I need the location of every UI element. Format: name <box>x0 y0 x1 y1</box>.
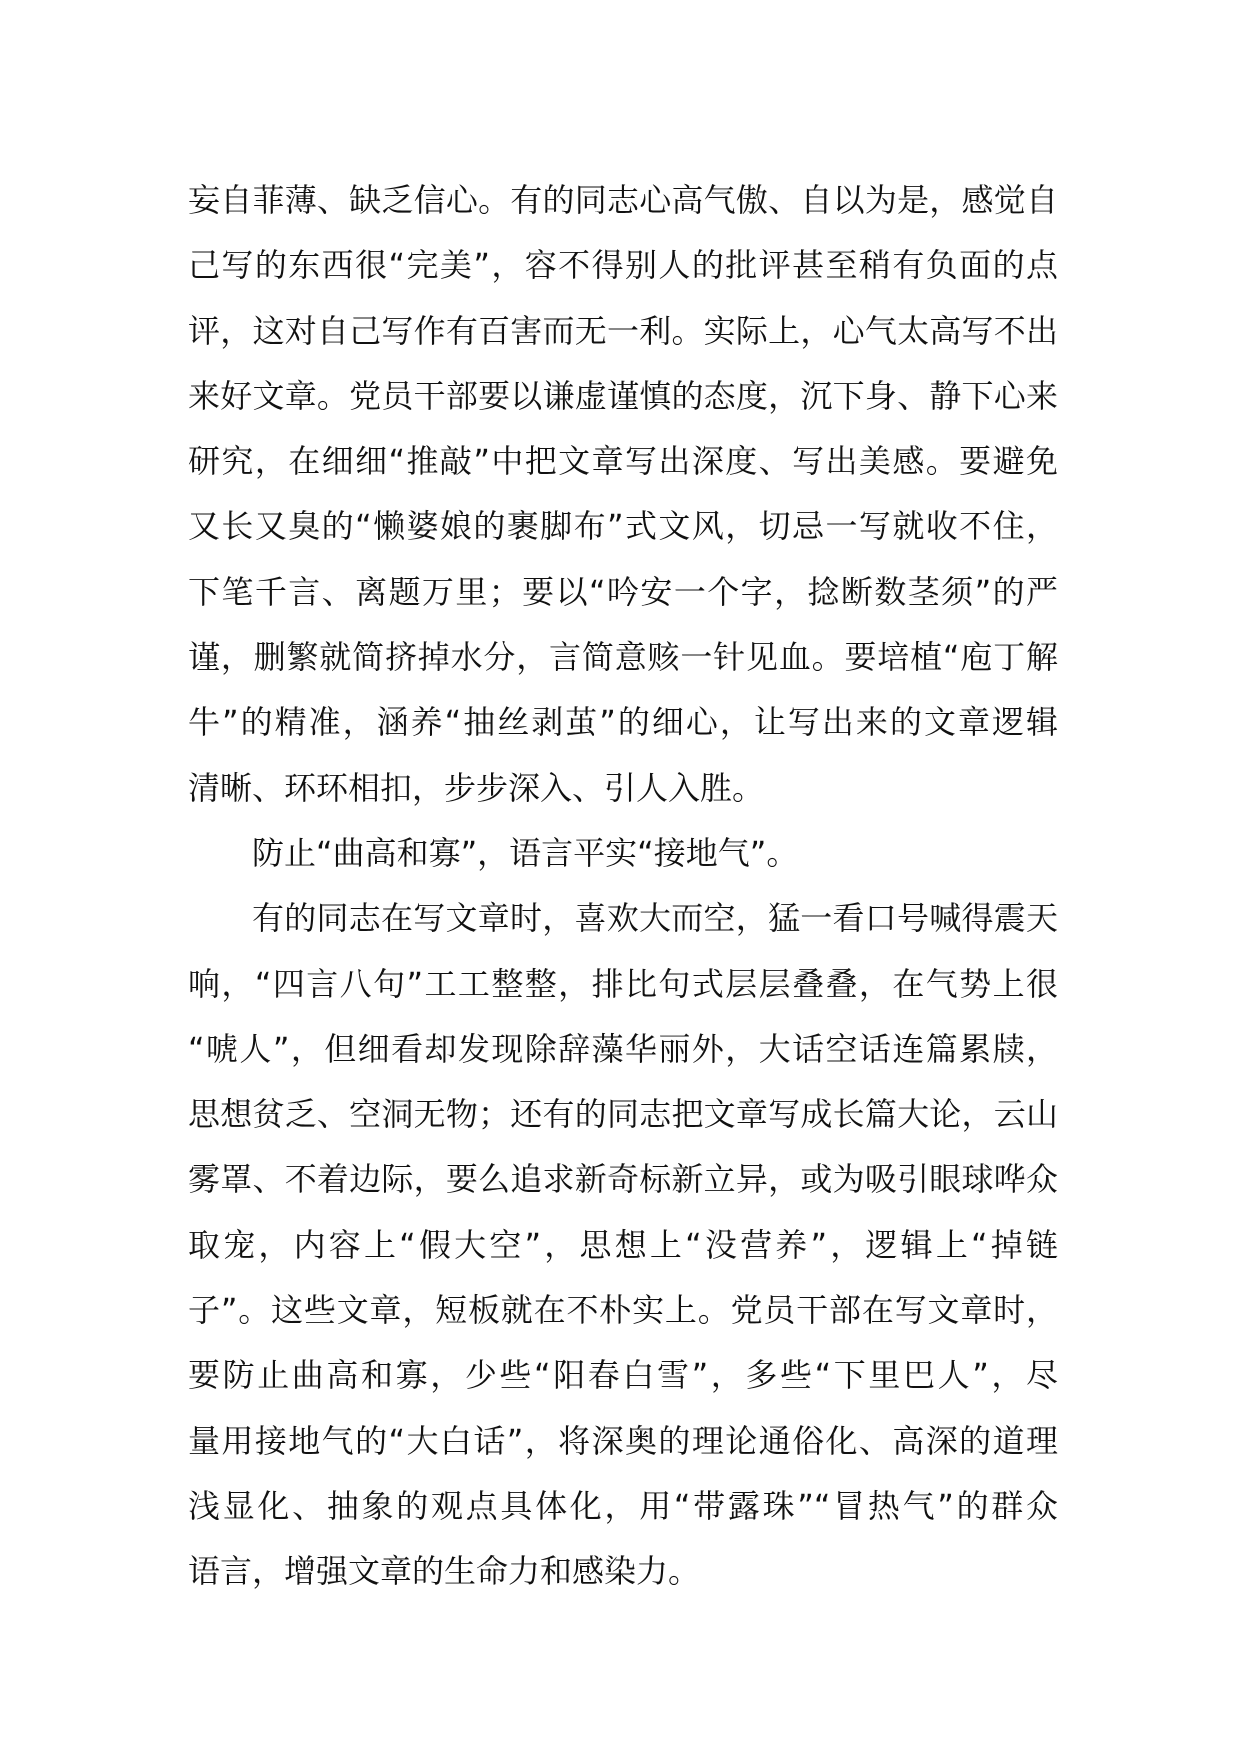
text-line: 来好文章。党员干部要以谦虚谨慎的态度，沉下身、静下心来 <box>188 376 1058 415</box>
text-line: 语言，增强文章的生命力和感染力。 <box>188 1552 701 1591</box>
text-line: “唬人”，但细看却发现除辞藻华丽外，大话空话连篇累牍， <box>188 1029 1058 1068</box>
text-line: 浅显化、抽象的观点具体化，用“带露珠”“冒热气”的群众 <box>188 1486 1058 1525</box>
text-line: 响，“四言八句”工工整整，排比句式层层叠叠，在气势上很 <box>188 964 1058 1003</box>
text-line: 雾罩、不着边际，要么追求新奇标新立异，或为吸引眼球哗众 <box>188 1160 1058 1199</box>
text-line: 牛”的精准，涵养“抽丝剥茧”的细心，让写出来的文章逻辑 <box>188 703 1058 742</box>
text-line: 妄自菲薄、缺乏信心。有的同志心高气傲、自以为是，感觉自 <box>188 181 1058 219</box>
text-line: 研究，在细细“推敲”中把文章写出深度、写出美感。要避免 <box>188 442 1058 481</box>
text-line: 子”。这些文章，短板就在不朴实上。党员干部在写文章时， <box>188 1291 1058 1330</box>
text-line: 清晰、环环相扣，步步深入、引人入胜。 <box>188 768 765 807</box>
paragraph-continued <box>188 168 1058 821</box>
section-heading: 防止“曲高和寡”，语言平实“接地气”。 <box>252 833 799 872</box>
text-line: 思想贫乏、空洞无物；还有的同志把文章写成长篇大论，云山 <box>188 1095 1058 1134</box>
text-line: 下笔千言、离题万里；要以“吟安一个字，捻断数茎须”的严 <box>188 572 1058 611</box>
paragraph <box>188 886 1058 1604</box>
text-line: 量用接地气的“大白话”，将深奥的理论通俗化、高深的道理 <box>188 1421 1058 1460</box>
text-line: 谨，删繁就简挤掉水分，言简意赅一针见血。要培植“庖丁解 <box>188 638 1058 677</box>
text-line: 又长又臭的“懒婆娘的裹脚布”式文风，切忌一写就收不住， <box>188 507 1058 546</box>
body-text <box>188 168 1058 1605</box>
text-line: 要防止曲高和寡，少些“阳春白雪”，多些“下里巴人”，尽 <box>188 1356 1058 1395</box>
text-line: 评，这对自己写作有百害而无一利。实际上，心气太高写不出 <box>188 311 1058 350</box>
text-line: 有的同志在写文章时，喜欢大而空，猛一看口号喊得震天 <box>252 899 1058 938</box>
text-line: 己写的东西很“完美”，容不得别人的批评甚至稍有负面的点 <box>188 246 1058 285</box>
text-line: 取宠，内容上“假大空”，思想上“没营养”，逻辑上“掉链 <box>188 1225 1058 1264</box>
